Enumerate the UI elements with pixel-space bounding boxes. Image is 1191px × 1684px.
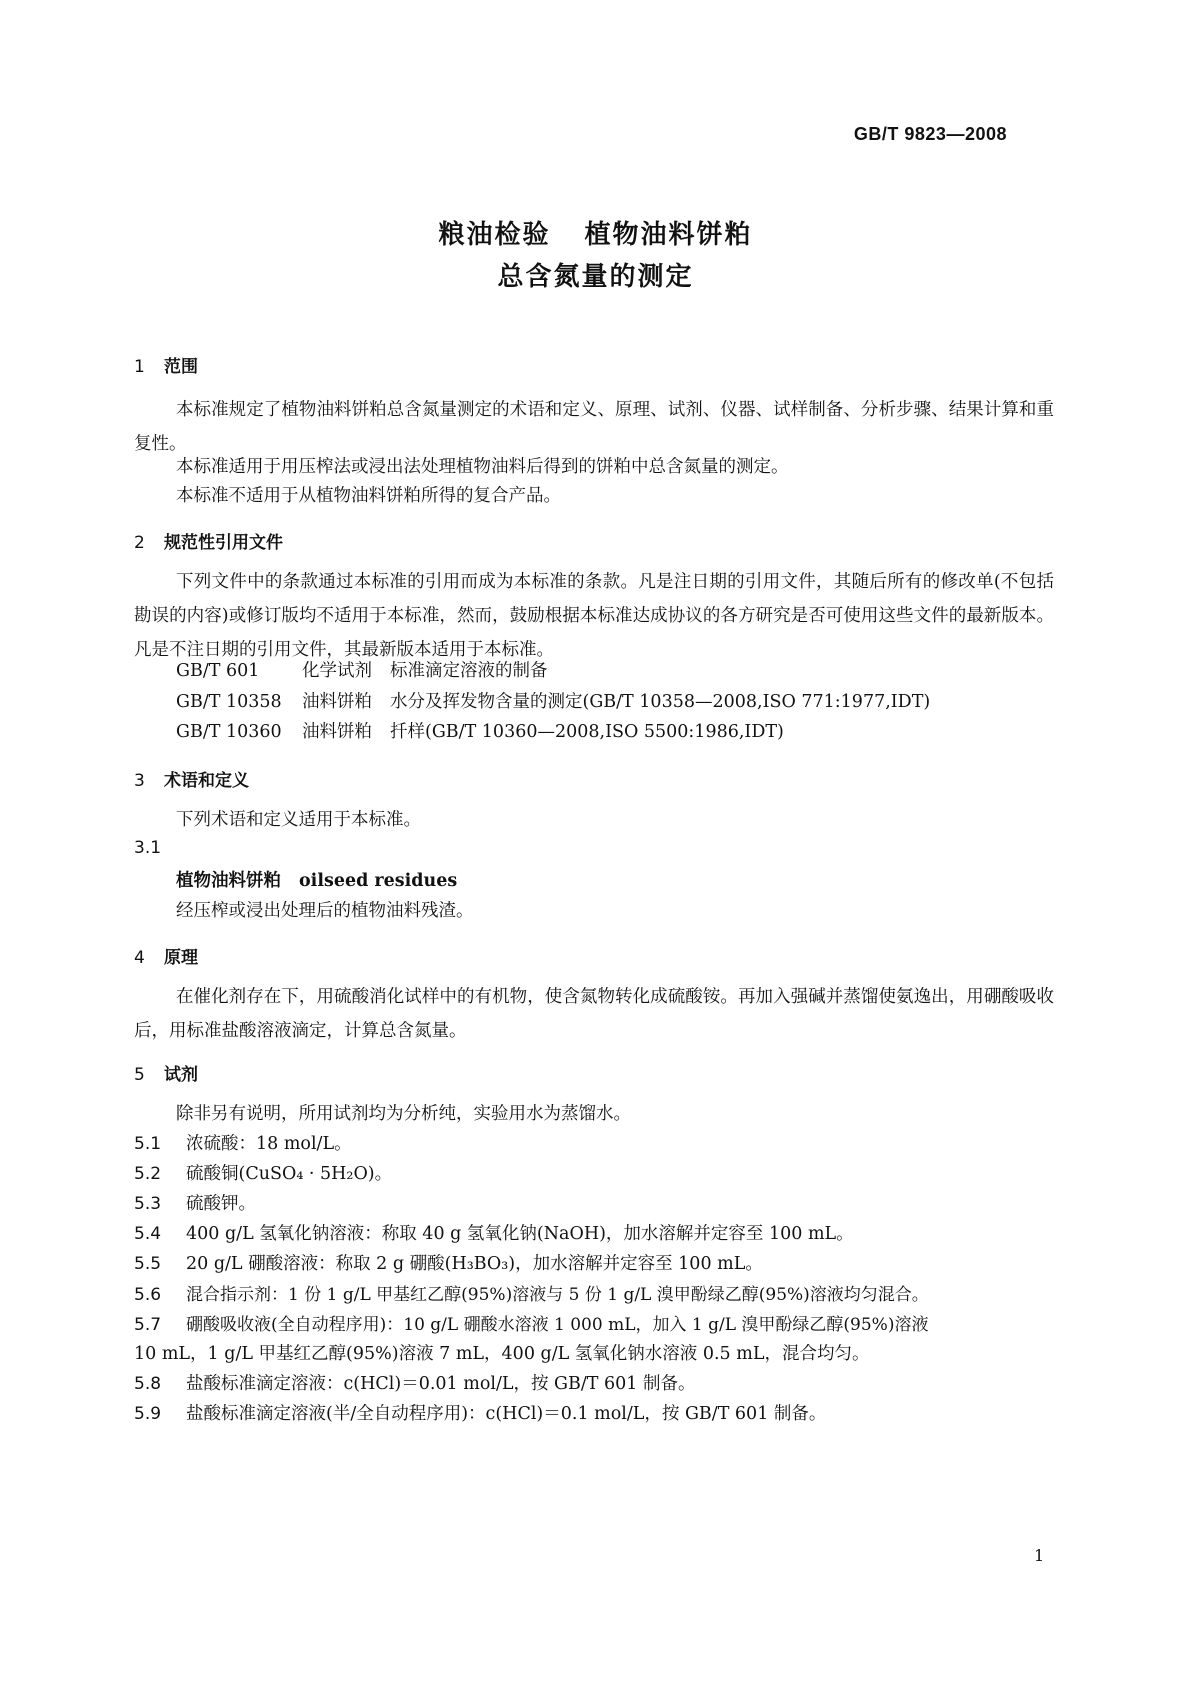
paragraph: 本标准规定了植物油料饼粕总含氮量测定的术语和定义、原理、试剂、仪器、试样制备、分析步骤、结果计算和重复性。 [134,400,1054,454]
reagent-item-continued [134,1340,869,1365]
item-text: 400 g/L 氢氧化钠溶液：称取 40 g 氢氧化钠(NaOH)，加水溶解并定容至 100 mL。 [186,1224,854,1244]
title-line-2: 总含氮量的测定 [497,262,694,292]
ref-part-b: 扦样(GB/T 10360—2008,ISO 5500:1986,IDT) [390,722,784,742]
standard-code: GB/T 9823—2008 [853,124,1007,144]
item-number: 5.3 [134,1194,162,1214]
reference-item [176,657,548,682]
paragraph: 下列术语和定义适用于本标准。 [176,810,421,830]
item-text: 浓硫酸：18 mol/L。 [186,1134,352,1154]
paragraph: 下列文件中的条款通过本标准的引用而成为本标准的条款。凡是注日期的引用文件，其随后所有的修改单(不包括勘误的内容)或修订版均不适用于本标准，然而，鼓励根据本标准达成协议的各方研究是否可使用这些文件的最新版本。凡是不注日期的引用文件，其最新版本适用于本标准。 [134,572,1054,660]
reagent-item [134,1250,763,1275]
reference-item [176,688,930,713]
ref-part-a: 油料饼粕 [302,722,372,742]
paragraph: 在催化剂存在下，用硫酸消化试样中的有机物，使含氮物转化成硫酸铵。再加入强碱并蒸馏使氨逸出，用硼酸吸收后，用标准盐酸溶液滴定，计算总含氮量。 [134,987,1054,1041]
paragraph: 本标准不适用于从植物油料饼粕所得的复合产品。 [176,486,561,506]
reagent-item [134,1310,928,1335]
reference-item [176,718,784,743]
ref-code: GB/T 10360 [176,722,282,742]
reagent-item [134,1370,695,1395]
reagent-item [134,1190,256,1215]
item-number: 5.8 [134,1374,162,1394]
reagent-item [134,1160,392,1185]
section-title: 术语和定义 [164,771,249,791]
section-number: 4 [134,948,145,968]
item-text: 10 mL，1 g/L 甲基红乙醇(95%)溶液 7 mL，400 g/L 氢氧化钠水溶液 0.5 mL，混合均匀。 [134,1344,870,1364]
item-number: 5.2 [134,1164,162,1184]
ref-part-b: 标准滴定溶液的制备 [390,661,548,681]
title-part-a: 粮油检验 [438,220,551,250]
section-5-heading [134,1060,198,1085]
page-number: 1 [1034,1546,1045,1565]
item-number: 5.6 [134,1285,162,1305]
item-text: 盐酸标准滴定溶液(半/全自动程序用)：c(HCl)＝0.1 mol/L，按 GB/T 601 制备。 [186,1404,827,1424]
item-number: 5.5 [134,1254,162,1274]
ref-code: GB/T 10358 [176,692,282,712]
reagent-item [134,1400,826,1425]
section-title: 范围 [164,357,198,377]
ref-code: GB/T 601 [176,661,260,681]
section-title: 原理 [164,948,198,968]
paragraph: 除非另有说明，所用试剂均为分析纯，实验用水为蒸馏水。 [176,1104,631,1124]
section-title: 试剂 [164,1065,198,1085]
term-entry [176,867,457,892]
section-number: 2 [134,533,145,553]
section-2-heading [134,528,283,553]
title-part-b: 植物油料饼粕 [584,220,753,250]
item-text: 20 g/L 硼酸溶液：称取 2 g 硼酸(H₃BO₃)，加水溶解并定容至 100 mL。 [186,1254,763,1274]
ref-part-a: 油料饼粕 [302,692,372,712]
term-definition: 经压榨或浸出处理后的植物油料残渣。 [176,901,474,921]
section-1-heading [134,352,198,377]
ref-part-a: 化学试剂 [302,661,372,681]
item-number: 5.4 [134,1224,162,1244]
item-text: 盐酸标准滴定溶液：c(HCl)＝0.01 mol/L，按 GB/T 601 制备。 [186,1374,696,1394]
item-number: 5.1 [134,1134,162,1154]
term-english: oilseed residues [299,871,458,891]
item-number: 5.9 [134,1404,162,1424]
section-number: 3 [134,771,145,791]
paragraph: 本标准适用于用压榨法或浸出法处理植物油料后得到的饼粕中总含氮量的测定。 [176,457,789,477]
item-text: 混合指示剂：1 份 1 g/L 甲基红乙醇(95%)溶液与 5 份 1 g/L 溴甲酚绿乙醇(95%)溶液均匀混合。 [186,1285,929,1305]
item-number: 5.7 [134,1315,162,1335]
item-text: 硼酸吸收液(全自动程序用)：10 g/L 硼酸水溶液 1 000 mL，加入 1 g/L 溴甲酚绿乙醇(95%)溶液 [186,1315,929,1335]
reagent-item [134,1280,929,1305]
term-chinese: 植物油料饼粕 [176,871,281,891]
section-number: 1 [134,357,145,377]
item-text: 硫酸钾。 [186,1194,256,1214]
ref-part-b: 水分及挥发物含量的测定(GB/T 10358—2008,ISO 771:1977,IDT) [390,692,931,712]
section-3-heading [134,766,249,791]
subsection-number: 3.1 [134,838,162,858]
section-4-heading [134,943,198,968]
section-number: 5 [134,1065,145,1085]
title-line-1 [0,214,1191,251]
reagent-item [134,1130,352,1155]
reagent-item [134,1220,854,1245]
section-title: 规范性引用文件 [164,533,283,553]
item-text: 硫酸铜(CuSO₄ · 5H₂O)。 [186,1164,393,1184]
